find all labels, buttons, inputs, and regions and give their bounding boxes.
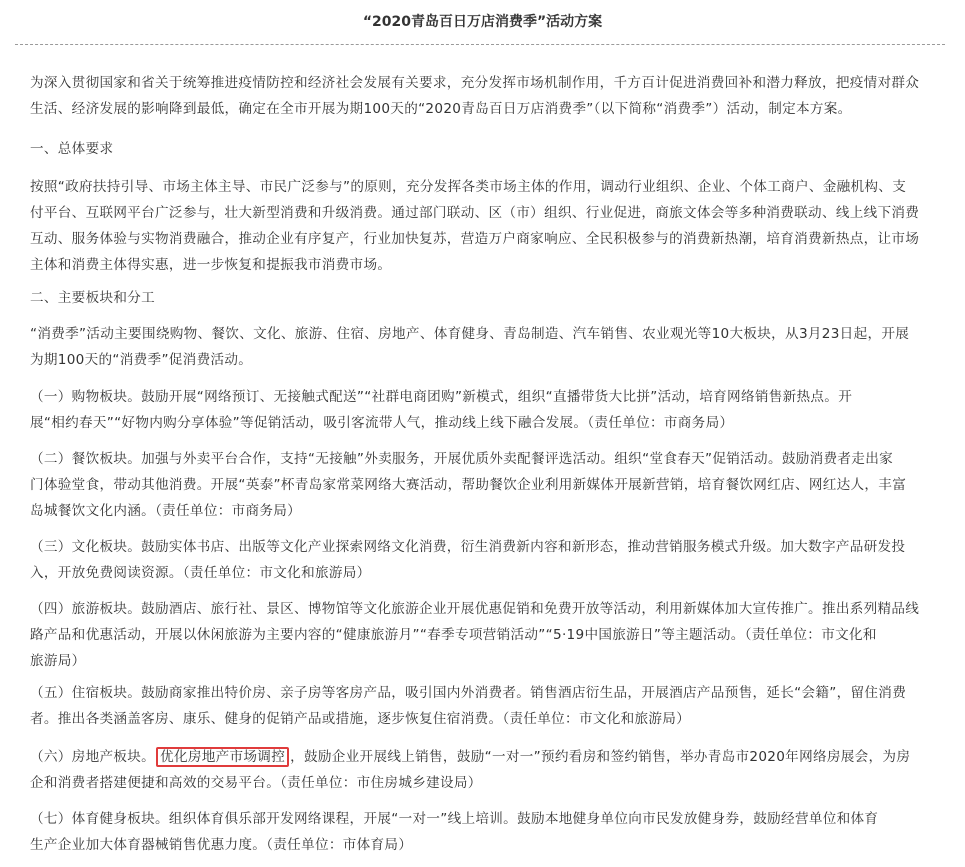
- text-line: （二）餐饮板块。加强与外卖平台合作，支持“无接触”外卖服务，开展优质外卖配餐评选活动。组织“堂食春天”促销活动。鼓励消费者走出家: [30, 451, 893, 467]
- text-line: 付平台、互联网平台广泛参与，壮大新型消费和升级消费。通过部门联动、区（市）组织、行业促进，商旅文体会等多种消费联动、线上线下消费: [30, 205, 920, 221]
- section2-intro-paragraph: [30, 321, 909, 373]
- text-line: 企和消费者搭建便捷和高效的交易平台。（责任单位：市住房城乡建设局）: [30, 775, 482, 791]
- text-line: 路产品和优惠活动，开展以休闲旅游为主要内容的“健康旅游月”“春季专项营销活动”“5·19中国旅游日”等主题活动。（责任单位：市文化和: [30, 627, 877, 643]
- section-heading: 二、主要板块和分工: [30, 290, 156, 306]
- item-culture: [30, 534, 905, 586]
- intro-paragraph: [30, 70, 919, 122]
- item-sports: [30, 806, 878, 858]
- highlighted-phrase: 优化房地产市场调控: [156, 747, 289, 767]
- section-heading: 一、总体要求: [30, 141, 114, 157]
- text-line: 者。推出各类涵盖客房、康乐、健身的促销产品或措施，逐步恢复住宿消费。（责任单位：市文化和旅游局）: [30, 711, 691, 727]
- text-line: 生活、经济发展的影响降到最低，确定在全市开展为期100天的“2020青岛百日万店消费季”（以下简称“消费季”）活动，制定本方案。: [30, 101, 852, 117]
- text-line: 生产企业加大体育器械销售优惠力度。（责任单位：市体育局）: [30, 837, 413, 853]
- item-accommodation: [30, 680, 906, 732]
- text-line: （七）体育健身板块。组织体育俱乐部开发网络课程，开展“一对一”线上培训。鼓励本地健身单位向市民发放健身券，鼓励经营单位和体育: [30, 811, 879, 827]
- title-divider: [15, 44, 945, 45]
- text-line: 为深入贯彻国家和省关于统筹推进疫情防控和经济社会发展有关要求，充分发挥市场机制作用，千方百计促进消费回补和潜力释放，把疫情对群众: [30, 75, 920, 91]
- text-line: 岛城餐饮文化内涵。（责任单位：市商务局）: [30, 503, 302, 519]
- text-line: （五）住宿板块。鼓励商家推出特价房、亲子房等客房产品，吸引国内外消费者。销售酒店衍生品，开展酒店产品预售，延长“会籍”，留住消费: [30, 685, 907, 701]
- page-title: “2020青岛百日万店消费季”活动方案: [362, 14, 603, 30]
- text-line: 按照“政府扶持引导、市场主体主导、市民广泛参与”的原则，充分发挥各类市场主体的作用，调动行业组织、企业、个体工商户、金融机构、支: [30, 179, 907, 195]
- item-shopping: [30, 384, 852, 436]
- item-real-estate: [30, 744, 910, 796]
- text-line: 为期100天的“消费季”促消费活动。: [30, 352, 253, 368]
- text-line: 展“相约春天”“好物内购分享体验”等促销活动，吸引客流带人气，推动线上线下融合发展。（责任单位：市商务局）: [30, 415, 734, 431]
- item-tourism: [30, 596, 919, 674]
- text-line: （六）房地产板块。 优化房地产市场调控 ，鼓励企业开展线上销售，鼓励“一对一”预约看房和签约销售，举办青岛市2020年网络房展会，为房: [30, 749, 911, 765]
- text-line: “消费季”活动主要围绕购物、餐饮、文化、旅游、住宿、房地产、体育健身、青岛制造、汽车销售、农业观光等10大板块，从3月23日起，开展: [30, 326, 910, 342]
- item-catering: [30, 446, 906, 524]
- text-line: （四）旅游板块。鼓励酒店、旅行社、景区、博物馆等文化旅游企业开展优惠促销和免费开放等活动，利用新媒体加大宣传推广。推出系列精品线: [30, 601, 920, 617]
- text-line: 旅游局）: [30, 653, 86, 669]
- text-line: 入，开放免费阅读资源。（责任单位：市文化和旅游局）: [30, 565, 371, 581]
- text-line: 门体验堂食，带动其他消费。开展“英泰”杯青岛家常菜网络大赛活动，帮助餐饮企业利用新媒体开展新营销，培育餐饮网红店、网红达人，丰富: [30, 477, 907, 493]
- text-line: （三）文化板块。鼓励实体书店、出版等文化产业探索网络文化消费，衍生消费新内容和新形态，推动营销服务模式升级。加大数字产品研发投: [30, 539, 906, 555]
- text-line: （一）购物板块。鼓励开展“网络预订、无接触式配送”“社群电商团购”新模式，组织“直播带货大比拼”活动，培育网络销售新热点。开: [30, 389, 853, 405]
- text-line: 主体和消费主体得实惠，进一步恢复和提振我市消费市场。: [30, 257, 392, 273]
- text-line: 互动、服务体验与实物消费融合，推动企业有序复产，行业加快复苏，营造万户商家响应、全民积极参与的消费新热潮，培育消费新热点，让市场: [30, 231, 920, 247]
- section1-paragraph: [30, 174, 919, 278]
